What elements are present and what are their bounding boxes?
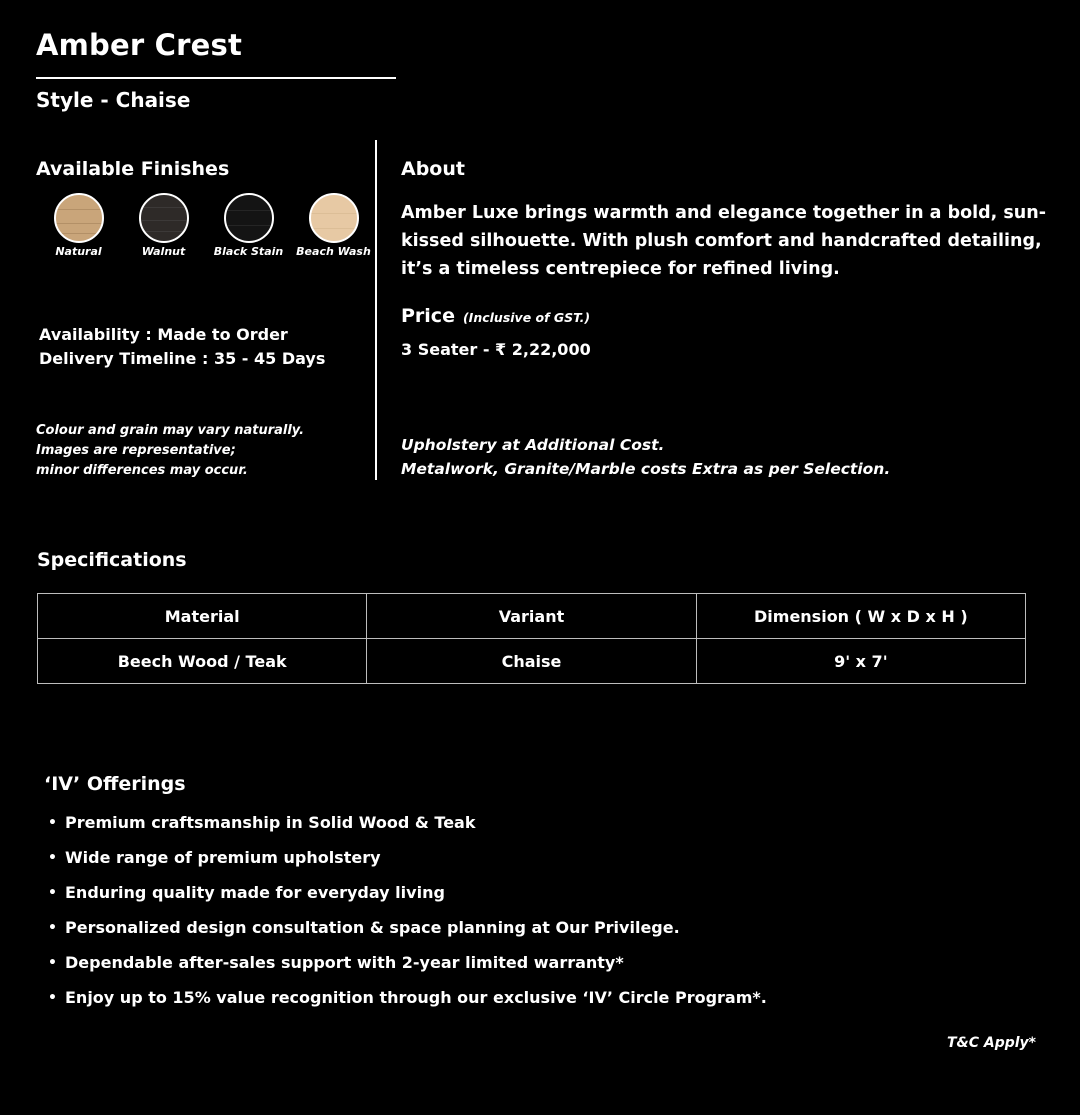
column-header-material: Material: [38, 594, 367, 639]
bullet-icon: •: [48, 815, 57, 831]
offerings-list: [48, 812, 767, 1022]
disclaimer-note: [36, 421, 304, 481]
bullet-icon: •: [48, 885, 57, 901]
cell-material: Beech Wood / Teak: [38, 639, 367, 684]
product-style: Style - Chaise: [36, 88, 191, 112]
finishes-heading: Available Finishes: [36, 158, 230, 180]
finish-option-walnut[interactable]: [121, 193, 206, 258]
bullet-icon: •: [48, 955, 57, 971]
disclaimer-line: Images are representative;: [36, 443, 236, 458]
column-header-variant: Variant: [367, 594, 696, 639]
finish-label: Black Stain: [213, 245, 284, 258]
about-description: Amber Luxe brings warmth and elegance together in a bold, sun-kissed silhouette. With plush comfort and handcrafted detailing, it’s a timeless centrepiece for refined living.: [401, 203, 1046, 279]
column-divider: [375, 140, 377, 480]
offering-text: Personalized design consultation & space planning at Our Privilege.: [65, 918, 680, 937]
offering-text: Enjoy up to 15% value recognition through our exclusive ‘IV’ Circle Program*.: [65, 988, 767, 1007]
extras-line: Upholstery at Additional Cost.: [401, 436, 665, 454]
offering-text: Wide range of premium upholstery: [65, 848, 381, 867]
finish-swatch-list: [36, 193, 376, 258]
finish-option-natural[interactable]: [36, 193, 121, 258]
list-item: [48, 987, 767, 1022]
natural-swatch: [54, 193, 104, 243]
price-label: Price: [401, 305, 455, 327]
disclaimer-line: minor differences may occur.: [36, 463, 248, 478]
bullet-icon: •: [48, 850, 57, 866]
finish-option-beach-wash[interactable]: [291, 193, 376, 258]
bullet-icon: •: [48, 990, 57, 1006]
beach-wash-swatch: [309, 193, 359, 243]
offering-text: Dependable after-sales support with 2-year limited warranty*: [65, 953, 624, 972]
specifications-table: [37, 593, 1026, 684]
price-heading-row: [401, 305, 590, 327]
offerings-heading: ‘IV’ Offerings: [44, 773, 186, 795]
finish-label: Beach Wash: [296, 245, 371, 258]
list-item: [48, 952, 767, 987]
list-item: [48, 812, 767, 847]
product-title: Amber Crest: [36, 28, 243, 62]
walnut-swatch: [139, 193, 189, 243]
cell-variant: Chaise: [367, 639, 696, 684]
availability-block: [39, 323, 325, 371]
list-item: [48, 882, 767, 917]
finish-label: Walnut: [141, 245, 186, 258]
specifications-heading: Specifications: [37, 549, 187, 571]
black-stain-swatch: [224, 193, 274, 243]
about-heading: About: [401, 158, 465, 180]
finish-option-black-stain[interactable]: [206, 193, 291, 258]
list-item: [48, 847, 767, 882]
price-gst-note: (Inclusive of GST.): [462, 310, 591, 325]
offering-text: Premium craftsmanship in Solid Wood & Teak: [65, 813, 476, 832]
additional-costs-note: [401, 433, 890, 481]
title-underline: [36, 77, 396, 79]
disclaimer-line: Colour and grain may vary naturally.: [36, 423, 305, 438]
price-value: 3 Seater - ₹ 2,22,000: [401, 340, 591, 359]
table-row: [38, 639, 1026, 684]
cell-dimension: 9' x 7': [696, 639, 1025, 684]
extras-line: Metalwork, Granite/Marble costs Extra as per Selection.: [401, 460, 891, 478]
list-item: [48, 917, 767, 952]
offering-text: Enduring quality made for everyday living: [65, 883, 445, 902]
table-header-row: [38, 594, 1026, 639]
column-header-dimension: Dimension ( W x D x H ): [696, 594, 1025, 639]
availability-line: Availability : Made to Order: [39, 325, 288, 344]
terms-apply-note: T&C Apply*: [946, 1035, 1036, 1051]
delivery-timeline-line: Delivery Timeline : 35 - 45 Days: [39, 349, 326, 368]
finish-label: Natural: [55, 245, 102, 258]
bullet-icon: •: [48, 920, 57, 936]
